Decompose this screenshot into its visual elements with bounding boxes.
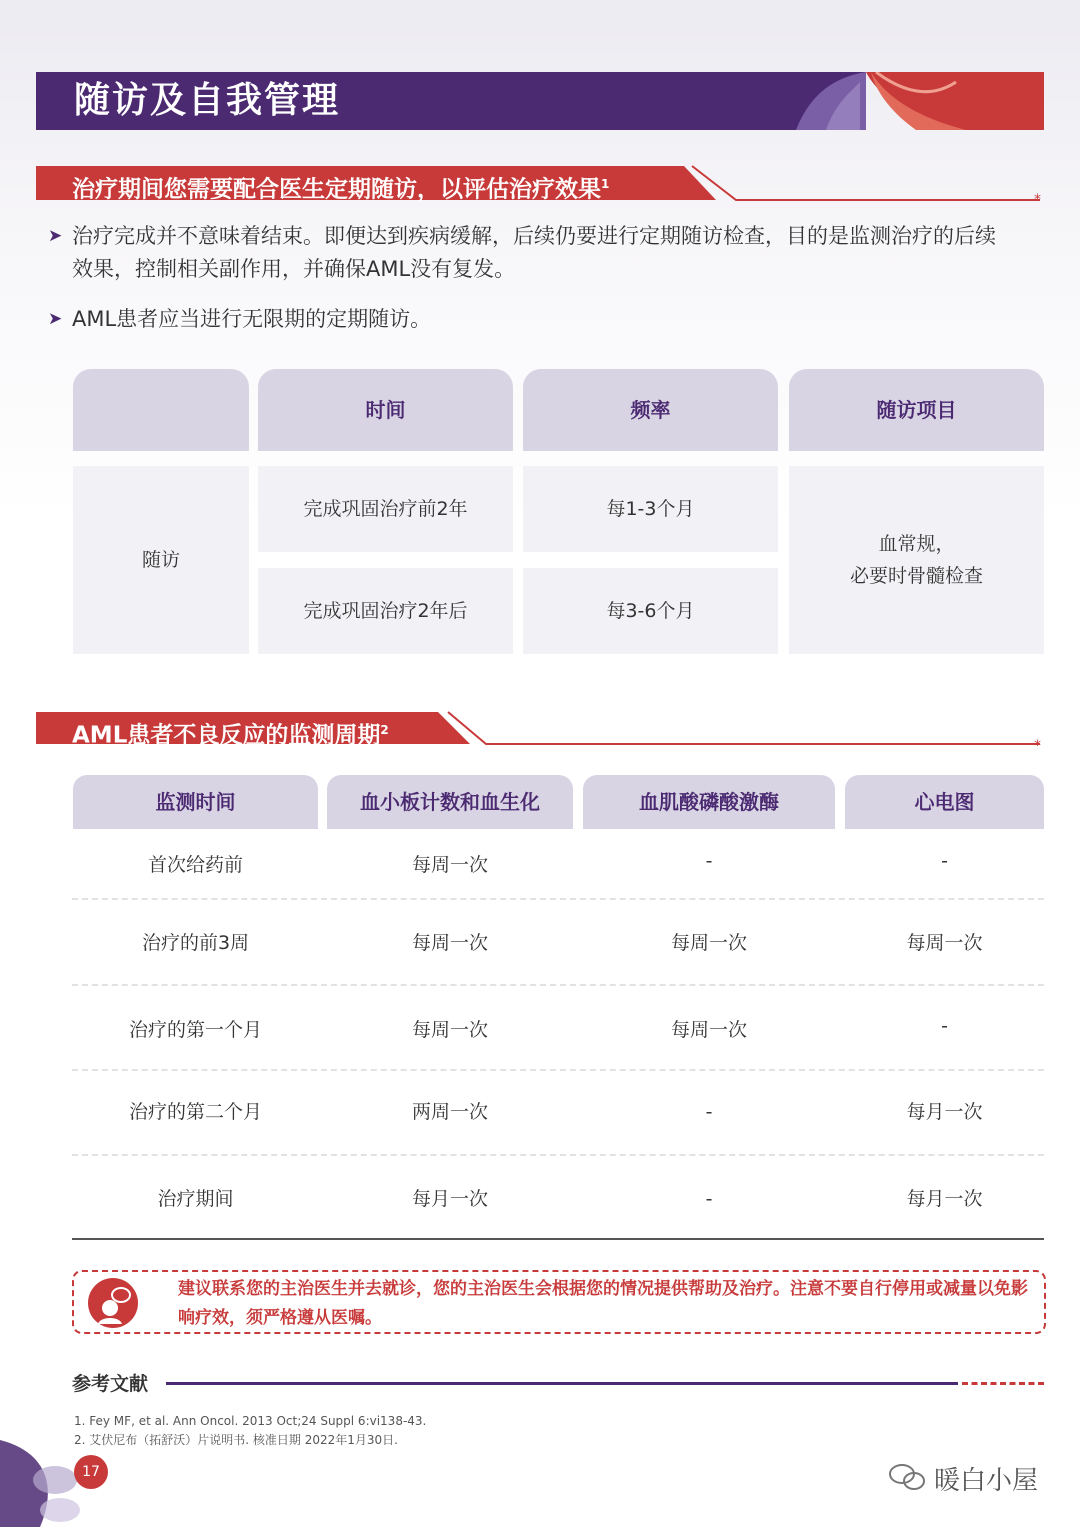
table-header-cell: 心电图 — [845, 775, 1044, 829]
section-header-followup — [36, 164, 1044, 204]
table-cell: 每周一次 — [411, 932, 488, 954]
items-line: 必要时骨髓检查 — [849, 565, 983, 587]
references-rule-dashed — [962, 1382, 1044, 1385]
note-text: 建议联系您的主治医生并去就诊，您的主治医生会根据您的情况提供帮助及治疗。注意不要自行停用或减量以免影响疗效，须严格遵从医嘱。 — [178, 1279, 1028, 1328]
table-cell: 治疗的第二个月 — [128, 1101, 262, 1123]
table-cell: 两周一次 — [411, 1101, 488, 1123]
table-cell: 首次给药前 — [147, 854, 243, 876]
svg-text:*: * — [1034, 192, 1041, 204]
reference-mark: 1 — [601, 177, 610, 191]
table-cell: - — [705, 1188, 713, 1210]
bullet-text: 治疗完成并不意味着结束。即便达到疾病缓解，后续仍要进行定期随访检查，目的是监测治疗的后续效果，控制相关副作用，并确保AML没有复发。 — [72, 224, 996, 281]
table-cell-items — [789, 466, 1044, 654]
table-cell: 每月一次 — [906, 1101, 983, 1123]
table-cell: 完成巩固治疗前2年 — [258, 466, 513, 552]
table-header-cell: 时间 — [258, 369, 513, 451]
section-title: 治疗期间您需要配合医生定期随访，以评估治疗效果 — [72, 176, 601, 203]
table-header-cell: 血肌酸磷酸激酶 — [583, 775, 835, 829]
table-cell: 每周一次 — [906, 932, 983, 954]
table-cell: 每3-6个月 — [523, 568, 778, 654]
arrow-bullet-icon: ➤ — [48, 309, 63, 329]
row-divider — [72, 1069, 1044, 1071]
table-cell: 每周一次 — [670, 932, 747, 954]
table-bottom-rule — [72, 1238, 1044, 1240]
reference-item: 2. 艾伏尼布（拓舒沃）片说明书. 核准日期 2022年1月30日. — [74, 1433, 398, 1447]
bullet-item — [48, 220, 1038, 286]
doctor-chat-icon — [88, 1278, 138, 1328]
table-cell: - — [705, 850, 713, 872]
table-row-label: 随访 — [73, 466, 249, 654]
table-cell: 治疗的前3周 — [141, 932, 250, 954]
references-rule — [166, 1382, 958, 1385]
page-title: 随访及自我管理 — [74, 80, 341, 121]
page-title-banner — [36, 72, 1044, 130]
section-title: AML患者不良反应的监测周期 — [72, 722, 381, 749]
table-cell: 每周一次 — [670, 1019, 747, 1041]
table-cell: - — [941, 1015, 948, 1037]
row-divider — [72, 984, 1044, 986]
table-cell: 完成巩固治疗2年后 — [258, 568, 513, 654]
row-divider — [72, 1154, 1044, 1156]
row-divider — [72, 898, 1044, 900]
table-cell: 每月一次 — [411, 1188, 488, 1210]
table-cell: - — [705, 1101, 713, 1123]
table-cell: 每月一次 — [906, 1188, 983, 1210]
table-cell: 每1-3个月 — [523, 466, 778, 552]
items-line: 血常规， — [878, 533, 955, 555]
watermark-text: 暖白小屋 — [934, 1466, 1039, 1496]
reference-mark: 2 — [380, 723, 389, 737]
table-cell: 每周一次 — [411, 1019, 488, 1041]
table-header-cell — [73, 369, 249, 451]
references-title: 参考文献 — [72, 1373, 149, 1395]
arrow-bullet-icon: ➤ — [48, 226, 63, 246]
wechat-icon — [888, 1462, 928, 1492]
svg-text:*: * — [1034, 738, 1041, 750]
section-header-monitoring — [36, 710, 1044, 750]
bullet-text: AML患者应当进行无限期的定期随访。 — [72, 307, 432, 331]
table-cell: - — [941, 850, 948, 872]
bullet-item — [48, 303, 1038, 336]
table-header-cell: 监测时间 — [73, 775, 318, 829]
reference-item: 1. Fey MF, et al. Ann Oncol. 2013 Oct;24 Suppl 6:vi138-43. — [74, 1414, 427, 1428]
table-header-cell: 血小板计数和血生化 — [327, 775, 573, 829]
table-header-cell: 频率 — [523, 369, 778, 451]
table-cell: 每周一次 — [411, 854, 488, 876]
table-cell: 治疗期间 — [157, 1188, 234, 1210]
bottom-left-flower-decoration — [0, 1440, 90, 1527]
doctor-chat-glyph — [88, 1278, 138, 1328]
doctor-advice-note — [72, 1270, 1046, 1334]
table-header-cell: 随访项目 — [789, 369, 1044, 451]
table-cell: 治疗的第一个月 — [128, 1019, 262, 1041]
page-number: 17 — [74, 1455, 108, 1489]
